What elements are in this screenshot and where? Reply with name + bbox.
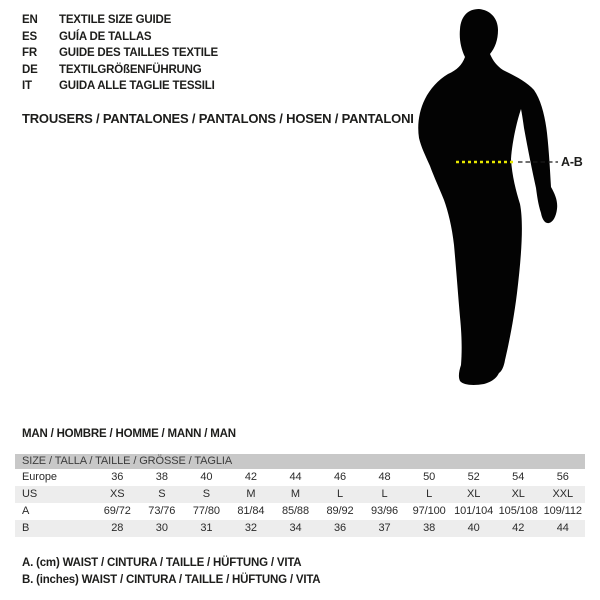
language-row-es (22, 29, 218, 46)
size-cell: XS (110, 488, 125, 500)
table-row-europe (15, 469, 585, 486)
size-cell: 89/92 (326, 505, 354, 517)
language-row-de (22, 62, 218, 79)
size-cell: 40 (200, 471, 213, 483)
size-cell: 105/108 (498, 505, 538, 517)
language-code: EN (22, 14, 38, 26)
size-cell: 31 (200, 522, 213, 534)
size-cell: 30 (155, 522, 168, 534)
size-cell: L (381, 488, 388, 500)
size-cell: XL (511, 488, 525, 500)
size-cell: L (336, 488, 344, 500)
size-cell: 44 (289, 471, 302, 483)
category-title: TROUSERS / PANTALONES / PANTALONS / HOSEN / PANTALONI (22, 111, 414, 126)
size-cell: 34 (289, 522, 302, 534)
size-cell: 37 (378, 522, 391, 534)
size-cell: 52 (467, 471, 480, 483)
size-cell: 101/104 (454, 505, 494, 517)
language-code: IT (22, 80, 32, 92)
size-table-header: SIZE / TALLA / TAILLE / GRÖSSE / TAGLIA (15, 454, 585, 469)
size-cell: L (426, 488, 433, 500)
note-b-inches: B. (inches) WAIST / CINTURA / TAILLE / HÜFTUNG / VITA (22, 573, 321, 586)
size-cell: 85/88 (281, 505, 309, 517)
table-row-a-cm (15, 503, 585, 520)
language-row-fr (22, 45, 218, 62)
language-code: DE (22, 63, 38, 76)
row-label: A (22, 505, 30, 517)
language-label: GUIDA ALLE TAGLIE TESSILI (59, 80, 215, 92)
size-cell: 81/84 (237, 505, 265, 517)
language-label: TEXTILGRÖßENFÜHRUNG (59, 63, 202, 76)
size-cell: 40 (467, 522, 480, 534)
language-list (22, 12, 218, 95)
size-cell: 46 (333, 471, 347, 483)
measure-label-ab: A-B (561, 155, 583, 169)
size-cell: XL (467, 488, 481, 500)
row-label: Europe (22, 471, 57, 483)
note-a-cm: A. (cm) WAIST / CINTURA / TAILLE / HÜFTUNG / VITA (22, 557, 302, 569)
size-cell: 44 (556, 522, 569, 534)
size-cell: 109/112 (543, 505, 582, 517)
size-cell: 56 (556, 471, 569, 483)
size-cell: 73/76 (148, 505, 176, 517)
size-cell: 42 (512, 522, 525, 534)
language-code: ES (22, 30, 37, 43)
language-code: FR (22, 47, 37, 59)
size-cell: 28 (111, 522, 124, 534)
size-cell: 48 (378, 471, 391, 483)
size-cell: 36 (333, 522, 347, 534)
size-cell: S (158, 488, 166, 500)
language-label: GUIDE DES TAILLES TEXTILE (59, 47, 218, 59)
size-table (15, 454, 585, 537)
size-cell: M (290, 488, 300, 500)
size-cell: XXL (552, 488, 573, 500)
size-cell: S (202, 488, 210, 500)
size-cell: 38 (155, 471, 168, 483)
language-row-it (22, 78, 218, 95)
table-row-us (15, 486, 585, 503)
language-label: GUÍA DE TALLAS (59, 30, 152, 43)
gender-title: MAN / HOMBRE / HOMME / MANN / MAN (22, 428, 236, 440)
language-row-en (22, 12, 218, 29)
table-row-b-inches (15, 520, 585, 537)
size-cell: M (246, 488, 256, 500)
row-label: B (22, 522, 30, 534)
size-cell: 32 (244, 522, 257, 534)
man-silhouette (418, 9, 557, 385)
measurement-notes (22, 555, 320, 588)
size-cell: 97/100 (412, 505, 446, 517)
size-cell: 42 (244, 471, 257, 483)
size-cell: 77/80 (192, 505, 220, 517)
size-cell: 93/96 (371, 505, 399, 517)
row-label: US (22, 488, 38, 500)
size-cell: 54 (512, 471, 525, 483)
size-cell: 36 (111, 471, 124, 483)
size-cell: 38 (423, 522, 436, 534)
size-cell: 69/72 (103, 505, 131, 517)
size-cell: 50 (423, 471, 436, 483)
language-label: TEXTILE SIZE GUIDE (59, 14, 172, 26)
